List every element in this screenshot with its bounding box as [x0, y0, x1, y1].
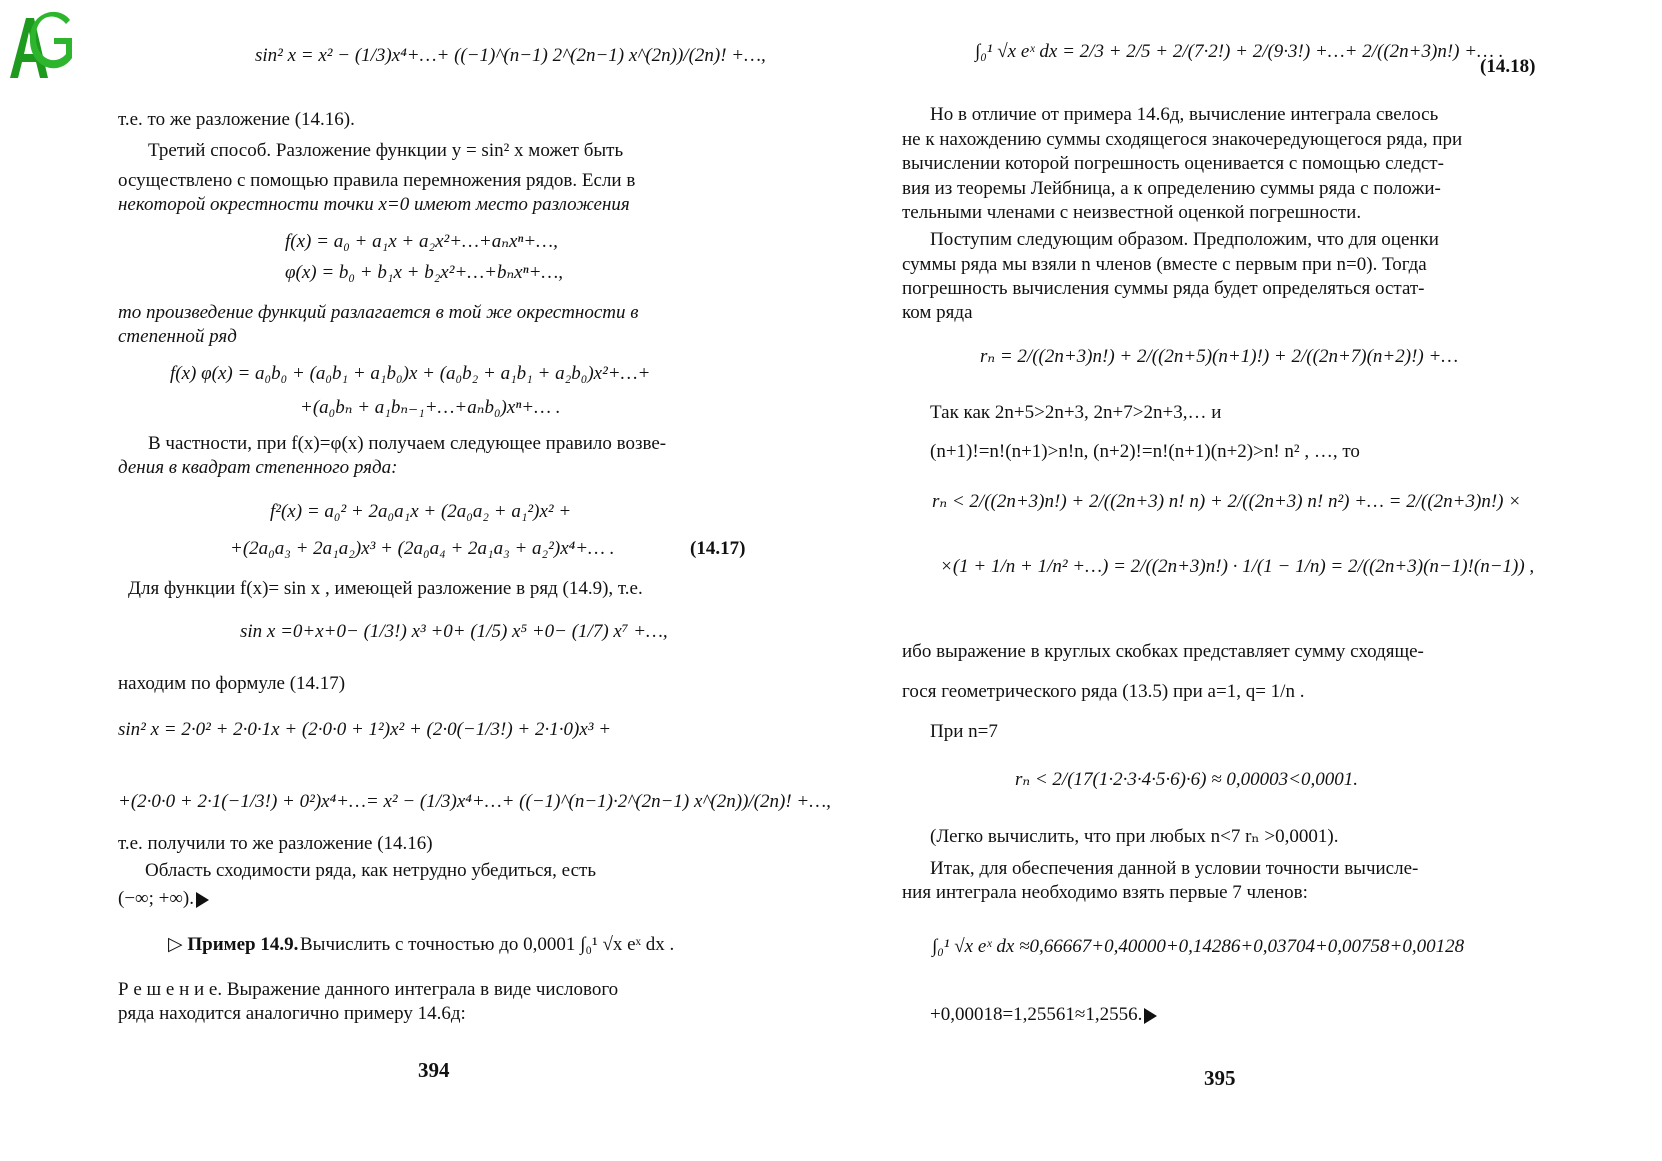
- left-page-line: то произведение функций разлагается в той же окрестности в: [118, 302, 639, 323]
- right-page-line: (Легко вычислить, что при любых n<7 rₙ >0,0001).: [930, 826, 1339, 847]
- right-page-line: гося геометрического ряда (13.5) при a=1, q= 1/n .: [902, 681, 1305, 702]
- right-page-line: ×(1 + 1/n + 1/n² +…) = 2/((2n+3)n!) · 1/(1 − 1/n) = 2/((2n+3)(n−1)!(n−1)) ,: [940, 556, 1535, 577]
- left-page-line: Для функции f(x)= sin x , имеющей разложение в ряд (14.9), т.е.: [128, 578, 643, 599]
- left-page-line: т.е. получили то же разложение (14.16): [118, 833, 433, 854]
- right-page-line: Так как 2n+5>2n+3, 2n+7>2n+3,… и: [930, 402, 1222, 423]
- left-page-line: (14.17): [690, 538, 746, 559]
- right-page-line: ком ряда: [902, 302, 973, 323]
- right-page-line: rₙ < 2/((2n+3)n!) + 2/((2n+3) n! n) + 2/((2n+3) n! n²) +… = 2/((2n+3)n!) ×: [932, 491, 1522, 512]
- right-page-line: Итак, для обеспечения данной в условии точности вычисле-: [930, 858, 1419, 879]
- left-page-line: Третий способ. Разложение функции y = sin² x может быть: [148, 140, 624, 161]
- right-page-line: ибо выражение в круглых скобках представляет сумму сходяще-: [902, 641, 1424, 662]
- right-page-line: (n+1)!=n!(n+1)>n!n, (n+2)!=n!(n+1)(n+2)>n! n² , …, то: [930, 441, 1360, 462]
- right-page-line: Но в отличие от примера 14.6д, вычисление интеграла свелось: [930, 104, 1439, 125]
- left-page-line: φ(x) = b₀ + b₁x + b₂x²+…+bₙxⁿ+…,: [285, 262, 564, 283]
- end-of-proof-icon: [196, 892, 209, 908]
- left-page-line: ряда находится аналогично примеру 14.6д:: [118, 1003, 466, 1024]
- left-page-line: (−∞; +∞).: [118, 887, 209, 911]
- left-page-line: т.е. то же разложение (14.16).: [118, 109, 355, 130]
- left-page-line: sin² x = x² − (1/3)x⁴+…+ ((−1)^(n−1) 2^(2n−1) x^(2n))/(2n)! +…,: [255, 45, 766, 66]
- right-page-line: Поступим следующим образом. Предположим, что для оценки: [930, 229, 1439, 250]
- right-page-line: При n=7: [930, 721, 998, 742]
- left-page-line: Р е ш е н и е. Выражение данного интеграла в виде числового: [118, 979, 619, 1000]
- left-page-line: f²(x) = a₀² + 2a₀a₁x + (2a₀a₂ + a₁²)x² +: [270, 501, 572, 522]
- left-page-line: Вычислить с точностью до 0,0001 ∫₀¹ √x eˣ dx .: [300, 934, 675, 955]
- example-start-icon: ▷: [168, 934, 188, 955]
- left-page-line: Область сходимости ряда, как нетрудно убедиться, есть: [145, 860, 596, 881]
- left-page-line: f(x) φ(x) = a₀b₀ + (a₀b₁ + a₁b₀)x + (a₀b₂ + a₁b₁ + a₂b₀)x²+…+: [170, 363, 651, 384]
- right-page-line: вия из теоремы Лейбница, а к определению суммы ряда с положи-: [902, 178, 1441, 199]
- right-page-line: не к нахождению суммы сходящегося знакочередующегося ряда, при: [902, 129, 1463, 150]
- right-page-line: rₙ = 2/((2n+3)n!) + 2/((2n+5)(n+1)!) + 2/((2n+7)(n+2)!) +…: [980, 346, 1459, 367]
- right-page-line: rₙ < 2/(17(1·2·3·4·5·6)·6) ≈ 0,00003<0,0001.: [1015, 769, 1359, 790]
- right-page-line: ∫₀¹ √x eˣ dx ≈0,66667+0,40000+0,14286+0,03704+0,00758+0,00128: [932, 936, 1465, 957]
- left-page-line: f(x) = a₀ + a₁x + a₂x²+…+aₙxⁿ+…,: [285, 231, 558, 252]
- right-page-line: ∫₀¹ √x eˣ dx = 2/3 + 2/5 + 2/(7·2!) + 2/(9·3!) +…+ 2/((2n+3)n!) +… .: [975, 41, 1504, 62]
- left-page-line: осуществлено с помощью правила перемножения рядов. Если в: [118, 170, 636, 191]
- right-page-line: суммы ряда мы взяли n членов (вместе с первым при n=0). Тогда: [902, 254, 1427, 275]
- right-page-line: вычислении которой погрешность оценивается с помощью следст-: [902, 153, 1444, 174]
- left-page-line: +(2a₀a₃ + 2a₁a₂)x³ + (2a₀a₄ + 2a₁a₃ + a₂²)x⁴+… .: [230, 538, 615, 559]
- right-page-line: погрешность вычисления суммы ряда будет определяться остат-: [902, 278, 1425, 299]
- page-number-right: 395: [1204, 1066, 1236, 1090]
- right-page-line: ния интеграла необходимо взять первые 7 членов:: [902, 882, 1308, 903]
- right-page-line: (14.18): [1480, 56, 1536, 77]
- right-page-line: +0,00018=1,25561≈1,2556.: [930, 1003, 1157, 1027]
- left-page-line: степенной ряд: [118, 326, 237, 347]
- left-page-line: +(a₀bₙ + a₁bₙ₋₁+…+aₙb₀)xⁿ+… .: [300, 397, 561, 418]
- left-page-line: некоторой окрестности точки x=0 имеют место разложения: [118, 194, 630, 215]
- left-page-line: В частности, при f(x)=φ(x) получаем следующее правило возве-: [148, 433, 667, 454]
- left-page-line: находим по формуле (14.17): [118, 673, 346, 694]
- left-page-line: ▷ Пример 14.9.: [168, 934, 299, 955]
- left-page-line: +(2·0·0 + 2·1(−1/3!) + 0²)x⁴+…= x² − (1/3)x⁴+…+ ((−1)^(n−1)·2^(2n−1) x^(2n))/(2n)! +…,: [118, 791, 831, 812]
- left-page-line: дения в квадрат степенного ряда:: [118, 457, 398, 478]
- left-page-line: sin x =0+x+0− (1/3!) x³ +0+ (1/5) x⁵ +0− (1/7) x⁷ +…,: [240, 621, 668, 642]
- right-page-line: тельными членами с неизвестной оценкой погрешности.: [902, 202, 1362, 223]
- end-of-solution-icon: [1144, 1008, 1157, 1024]
- page-number-left: 394: [418, 1058, 450, 1082]
- left-page-line: sin² x = 2·0² + 2·0·1x + (2·0·0 + 1²)x² + (2·0(−1/3!) + 2·1·0)x³ +: [118, 719, 612, 740]
